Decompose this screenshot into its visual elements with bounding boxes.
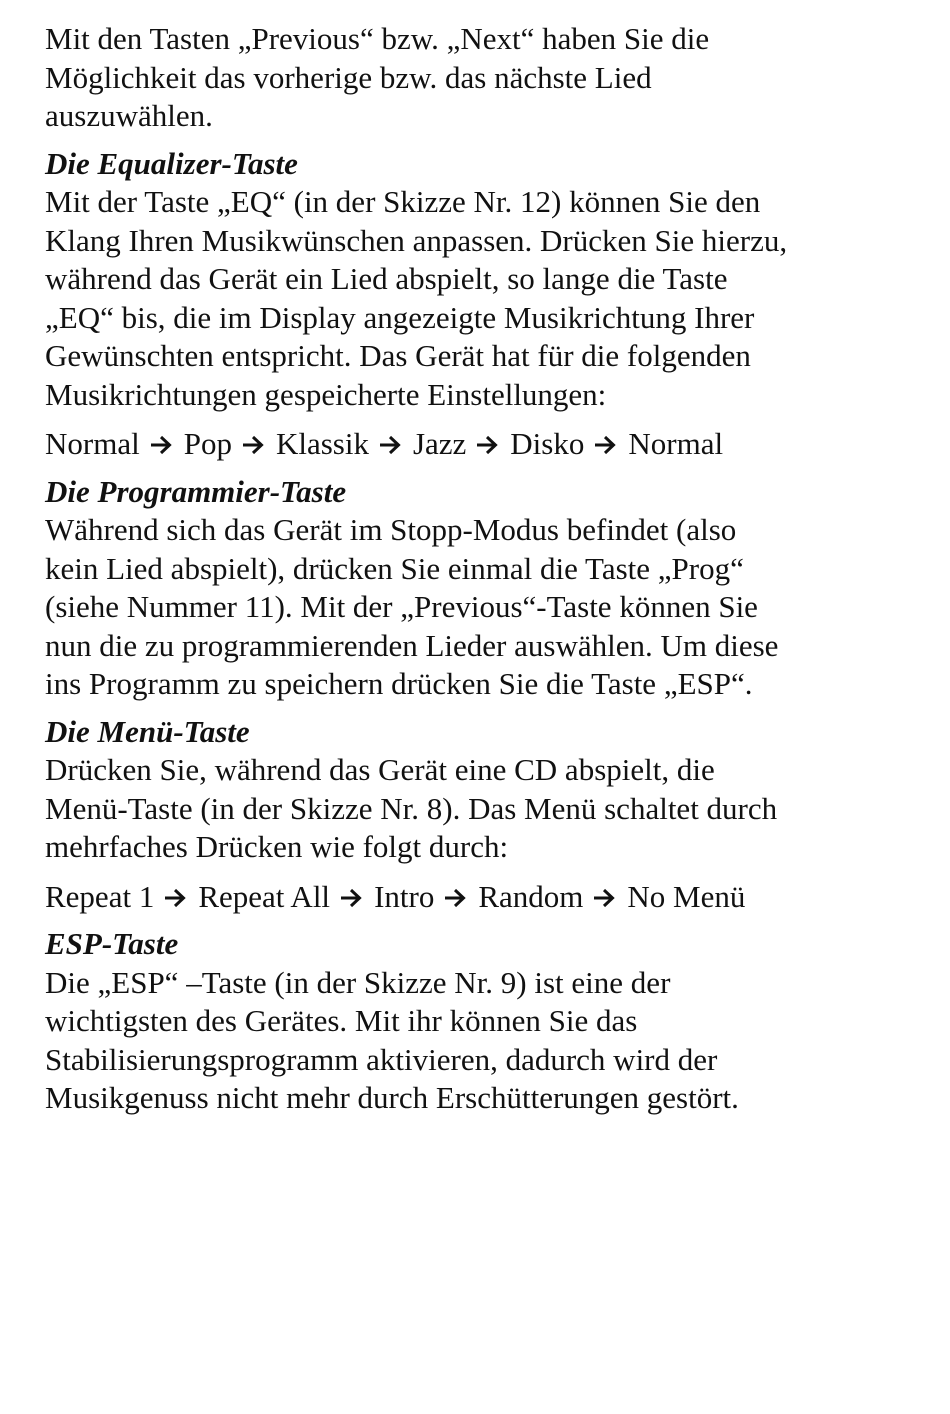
page-content [45,20,925,1118]
paragraph-line: „EQ“ bis, die im Display angezeigte Musikrichtung Ihrer [45,299,755,335]
paragraph-line: Klang Ihren Musikwünschen anpassen. Drücken Sie hierzu, [45,222,788,258]
section-esp [45,925,925,1118]
arrow-right-icon [379,435,401,455]
equalizer-mode-sequence [45,425,925,464]
paragraph-line: kein Lied abspielt), drücken Sie einmal die Taste „Prog“ [45,550,744,586]
intro-line: Möglichkeit das vorherige bzw. das nächste Lied [45,59,652,95]
paragraph-line: mehrfaches Drücken wie folgt durch: [45,829,509,864]
menu-mode-sequence [45,878,925,917]
paragraph-line: Während sich das Gerät im Stopp-Modus befindet (also [45,512,737,547]
paragraph-line: Mit der Taste „EQ“ (in der Skizze Nr. 12) können Sie den [45,184,761,219]
section-heading: Die Programmier-Taste [45,473,347,509]
arrow-right-icon [476,435,498,455]
section-heading: Die Equalizer-Taste [45,145,298,181]
paragraph-line: Musikrichtungen gespeicherte Einstellungen: [45,376,607,412]
section-equalizer [45,145,925,464]
sequence-item: Random [478,878,584,914]
arrow-right-icon [444,888,466,908]
paragraph-line: Musikgenuss nicht mehr durch Erschütterungen gestört. [45,1080,739,1115]
sequence-item: Intro [374,878,435,914]
arrow-right-icon [164,888,186,908]
intro-line: auszuwählen. [45,98,213,133]
arrow-right-icon [340,888,362,908]
arrow-right-icon [593,888,615,908]
paragraph-line: während das Gerät ein Lied abspielt, so lange die Taste [45,261,728,296]
intro-line: Mit den Tasten „Previous“ bzw. „Next“ haben Sie die [45,21,710,56]
arrow-right-icon [242,435,264,455]
section-heading: Die Menü-Taste [45,713,250,749]
sequence-item: Normal [628,426,724,461]
section-heading: ESP-Taste [45,926,179,961]
sequence-item: Klassik [275,426,369,461]
sequence-item: Jazz [412,426,467,461]
arrow-right-icon [150,435,172,455]
sequence-item: No Menü [627,878,746,914]
sequence-item: Pop [183,426,232,461]
sequence-item: Repeat 1 [45,878,155,914]
paragraph-line: Menü-Taste (in der Skizze Nr. 8). Das Menü schaltet durch [45,790,778,826]
paragraph-line: Gewünschten entspricht. Das Gerät hat für die folgenden [45,338,751,373]
paragraph-line: Drücken Sie, während das Gerät eine CD abspielt, die [45,752,715,787]
sequence-item: Normal [45,426,140,461]
paragraph-line: nun die zu programmierenden Lieder auswählen. Um diese [45,627,779,663]
paragraph-line: Die „ESP“ –Taste (in der Skizze Nr. 9) ist eine der [45,964,671,1000]
intro-paragraph [45,20,925,136]
paragraph-line: wichtigsten des Gerätes. Mit ihr können Sie das [45,1003,638,1038]
sequence-item: Disko [510,426,585,461]
paragraph-line: (siehe Nummer 11). Mit der „Previous“-Taste können Sie [45,589,758,624]
section-program [45,473,925,704]
paragraph-line: ins Programm zu speichern drücken Sie die Taste „ESP“. [45,666,753,701]
sequence-item: Repeat All [198,878,331,914]
paragraph-line: Stabilisierungsprogramm aktivieren, dadurch wird der [45,1041,718,1077]
section-menu [45,713,925,917]
arrow-right-icon [594,435,616,455]
